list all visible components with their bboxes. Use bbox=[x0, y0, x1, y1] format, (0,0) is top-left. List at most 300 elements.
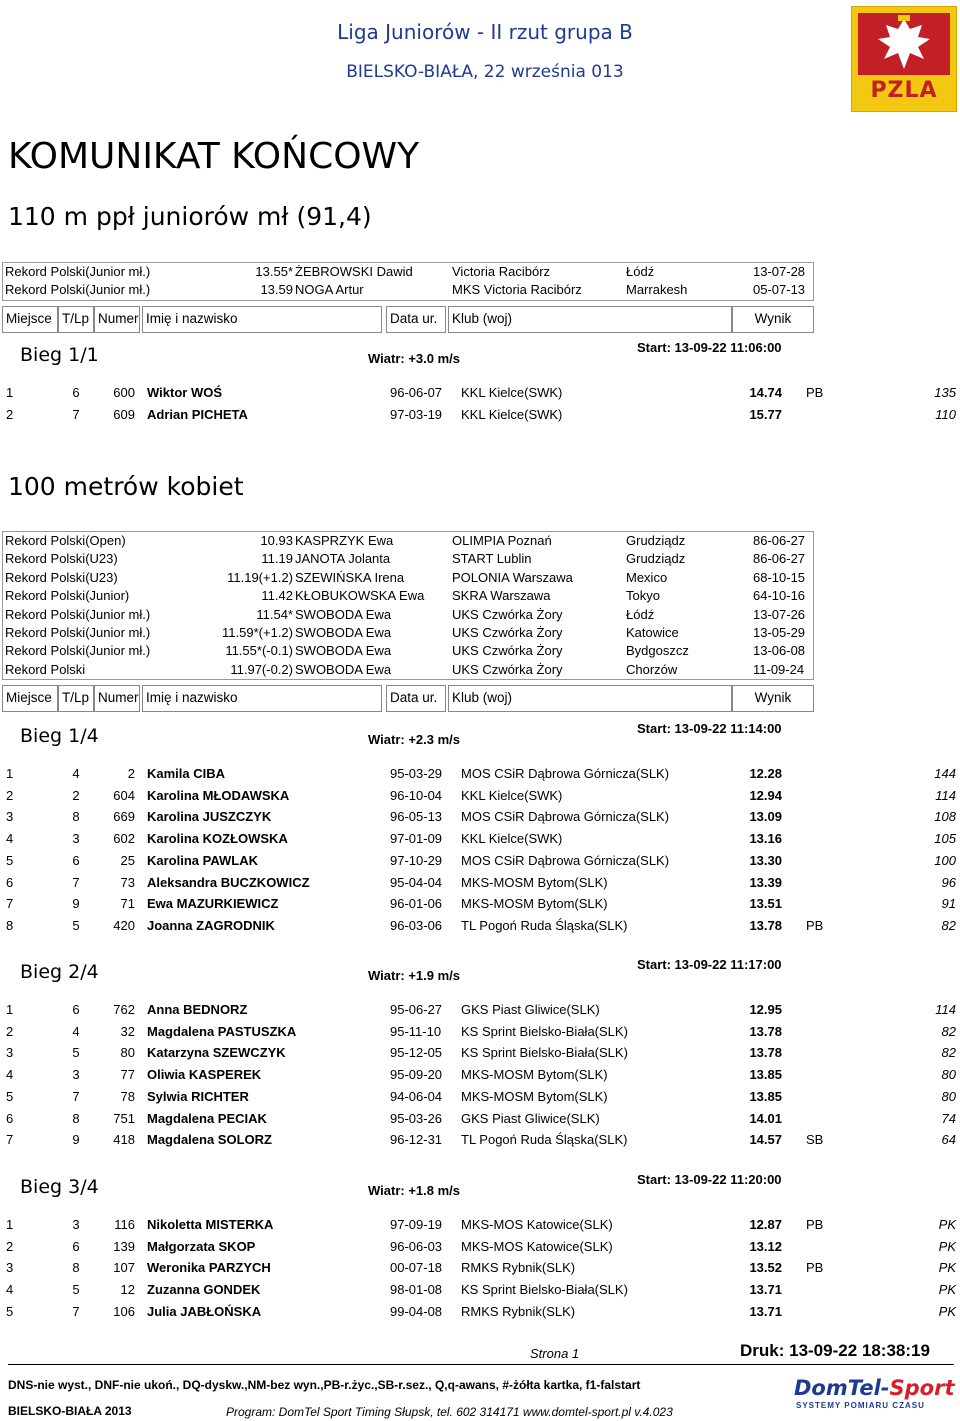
birth-date: 96-12-31 bbox=[390, 1132, 443, 1148]
record-club: POLONIA Warszawa bbox=[452, 569, 573, 585]
footer-divider bbox=[8, 1364, 954, 1365]
column-header-lane: T/Lp bbox=[58, 685, 94, 712]
record-club: SKRA Warszawa bbox=[452, 588, 551, 604]
bib-number: 139 bbox=[113, 1238, 135, 1254]
athlete-name: Karolina PAWLAK bbox=[147, 852, 258, 868]
bib-number: 78 bbox=[120, 1088, 135, 1104]
athlete-name: Karolina KOZŁOWSKA bbox=[147, 831, 288, 847]
birth-date: 95-03-29 bbox=[390, 766, 443, 781]
athlete-name: Magdalena SOLORZ bbox=[147, 1132, 272, 1148]
record-label: Rekord Polski(U23) bbox=[5, 569, 118, 585]
bib-number: 12 bbox=[120, 1282, 135, 1298]
record-date: 13-05-29 bbox=[753, 624, 806, 640]
place: 3 bbox=[6, 809, 14, 825]
place: 2 bbox=[6, 406, 14, 422]
bib-number: 32 bbox=[120, 1023, 135, 1039]
place: 6 bbox=[6, 874, 14, 890]
place: 7 bbox=[6, 1132, 14, 1148]
bib-number: 609 bbox=[113, 406, 135, 422]
bib-number: 751 bbox=[113, 1110, 135, 1126]
result-row bbox=[0, 404, 960, 426]
bib-number: 71 bbox=[120, 896, 135, 912]
athlete-name: Joanna ZAGRODNIK bbox=[147, 917, 275, 933]
result: 14.01 bbox=[749, 1110, 782, 1126]
place: 3 bbox=[6, 1260, 14, 1276]
result: 13.09 bbox=[749, 809, 782, 825]
birth-date: 95-12-05 bbox=[390, 1045, 443, 1061]
birth-date: 96-03-06 bbox=[390, 917, 443, 933]
result-row bbox=[0, 785, 960, 807]
result-row bbox=[0, 828, 960, 850]
points: PK bbox=[938, 1303, 956, 1319]
result: 13.78 bbox=[749, 1023, 782, 1039]
athlete-name: Katarzyna SZEWCZYK bbox=[147, 1045, 286, 1061]
athlete-name: Anna BEDNORZ bbox=[147, 1002, 248, 1017]
points: 110 bbox=[935, 406, 956, 422]
club: KKL Kielce(SWK) bbox=[461, 385, 563, 400]
place: 4 bbox=[6, 831, 14, 847]
lane: 7 bbox=[72, 1303, 80, 1319]
column-header-club: Klub (woj) bbox=[448, 685, 732, 712]
wind-reading: Wiatr: +1.8 m/s bbox=[368, 1183, 461, 1198]
place: 2 bbox=[6, 787, 14, 803]
place: 5 bbox=[6, 852, 14, 868]
column-header-place: Miejsce bbox=[2, 306, 58, 333]
record-holder: SZEWIŃSKA Irena bbox=[295, 569, 405, 585]
athlete-name: Kamila CIBA bbox=[147, 766, 226, 781]
record-label: Rekord Polski(Junior mł.) bbox=[5, 606, 151, 622]
wind-reading: Wiatr: +3.0 m/s bbox=[368, 351, 461, 366]
place: 4 bbox=[6, 1282, 14, 1298]
record-row bbox=[3, 606, 813, 624]
place: 7 bbox=[6, 896, 14, 912]
club: GKS Piast Gliwice(SLK) bbox=[461, 1002, 600, 1017]
athlete-name: Karolina MŁODAWSKA bbox=[147, 787, 290, 803]
result-row bbox=[0, 850, 960, 872]
record-holder: SWOBODA Ewa bbox=[295, 606, 392, 622]
athlete-name: Nikoletta MISTERKA bbox=[147, 1217, 274, 1232]
result-row bbox=[0, 1129, 960, 1151]
lane: 8 bbox=[72, 1110, 80, 1126]
column-header-name: Imię i nazwisko bbox=[142, 306, 382, 333]
result-row bbox=[0, 763, 960, 785]
lane: 7 bbox=[72, 1088, 80, 1104]
club: GKS Piast Gliwice(SLK) bbox=[461, 1110, 600, 1126]
place: 2 bbox=[6, 1023, 14, 1039]
record-date: 86-06-27 bbox=[753, 533, 806, 548]
record-holder: NOGA Artur bbox=[295, 282, 364, 298]
result-row bbox=[0, 1021, 960, 1043]
record-label: Rekord Polski(U23) bbox=[5, 551, 118, 567]
athlete-name: Oliwia KASPEREK bbox=[147, 1067, 262, 1083]
club: MKS-MOSM Bytom(SLK) bbox=[461, 1088, 608, 1104]
record-city: Bydgoszcz bbox=[626, 643, 689, 659]
record-date: 11-09-24 bbox=[753, 661, 805, 677]
column-header-lane: T/Lp bbox=[58, 306, 94, 333]
records-table bbox=[2, 262, 814, 301]
record-date: 64-10-16 bbox=[753, 588, 806, 604]
points: 105 bbox=[934, 831, 956, 847]
birth-date: 95-03-26 bbox=[390, 1110, 443, 1126]
points: 135 bbox=[934, 385, 956, 400]
club: KKL Kielce(SWK) bbox=[461, 831, 563, 847]
column-header-result: Wynik bbox=[732, 685, 814, 712]
result-row bbox=[0, 893, 960, 915]
column-header-dob: Data ur. bbox=[386, 685, 446, 712]
birth-date: 95-04-04 bbox=[390, 874, 443, 890]
lane: 6 bbox=[72, 852, 80, 868]
start-time: Start: 13-09-22 11:14:00 bbox=[637, 721, 782, 736]
record-club: UKS Czwórka Żory bbox=[452, 643, 563, 659]
record-value: 13.55* bbox=[255, 264, 293, 279]
club: KKL Kielce(SWK) bbox=[461, 406, 563, 422]
record-date: 86-06-27 bbox=[753, 551, 806, 567]
domtel-logo-text-a: DomTel- bbox=[794, 1376, 890, 1400]
record-value: 11.19 bbox=[261, 551, 293, 567]
result: 13.52 bbox=[749, 1260, 782, 1276]
points: 100 bbox=[934, 852, 956, 868]
points: 82 bbox=[941, 1023, 956, 1039]
result-row bbox=[0, 1064, 960, 1086]
points: 91 bbox=[941, 896, 956, 912]
results-header bbox=[2, 685, 814, 712]
points: 82 bbox=[941, 1045, 956, 1061]
record-row bbox=[3, 550, 813, 568]
points: 82 bbox=[941, 917, 956, 933]
domtel-logo bbox=[790, 1376, 955, 1410]
lane: 3 bbox=[72, 1217, 80, 1232]
result: 13.71 bbox=[749, 1303, 782, 1319]
record-holder: JANOTA Jolanta bbox=[295, 551, 391, 567]
bib-number: 77 bbox=[120, 1067, 135, 1083]
club: MOS CSiR Dąbrowa Górnicza(SLK) bbox=[461, 809, 670, 825]
result: 13.78 bbox=[749, 917, 782, 933]
record-city: Tokyo bbox=[626, 588, 660, 604]
record-holder: ŻEBROWSKI Dawid bbox=[295, 264, 413, 279]
record-city: Grudziądz bbox=[626, 551, 686, 567]
record-value: 11.54* bbox=[256, 606, 293, 622]
record-row bbox=[3, 624, 813, 642]
athlete-name: Julia JABŁOŃSKA bbox=[147, 1303, 262, 1319]
result-row bbox=[0, 1042, 960, 1064]
record-club: START Lublin bbox=[452, 551, 532, 567]
lane: 6 bbox=[72, 1238, 80, 1254]
lane: 3 bbox=[72, 831, 80, 847]
record-holder: SWOBODA Ewa bbox=[295, 643, 392, 659]
bib-number: 604 bbox=[113, 787, 135, 803]
wind-reading: Wiatr: +2.3 m/s bbox=[368, 732, 461, 747]
birth-date: 96-01-06 bbox=[390, 896, 443, 912]
result: 15.77 bbox=[749, 406, 782, 422]
event-title: 110 m ppł juniorów mł (91,4) bbox=[8, 202, 372, 231]
communique-title: KOMUNIKAT KOŃCOWY bbox=[8, 136, 420, 177]
athlete-name: Ewa MAZURKIEWICZ bbox=[147, 896, 279, 912]
birth-date: 96-05-13 bbox=[390, 809, 443, 825]
club: RMKS Rybnik(SLK) bbox=[461, 1260, 576, 1276]
lane: 7 bbox=[72, 874, 80, 890]
points: 114 bbox=[935, 1002, 956, 1017]
result: 13.85 bbox=[749, 1067, 782, 1083]
result-row bbox=[0, 806, 960, 828]
result-row bbox=[0, 1108, 960, 1130]
place: 3 bbox=[6, 1045, 14, 1061]
result-row bbox=[0, 872, 960, 894]
result-note: PB bbox=[806, 917, 824, 933]
lane: 5 bbox=[72, 917, 80, 933]
result-row bbox=[0, 1086, 960, 1108]
record-row bbox=[3, 642, 813, 660]
record-value: 10.93 bbox=[260, 533, 293, 548]
footer-program: Program: DomTel Sport Timing Słupsk, tel. 602 314171 www.domtel-sport.pl v.4.023 bbox=[226, 1405, 673, 1419]
club: MOS CSiR Dąbrowa Górnicza(SLK) bbox=[461, 766, 670, 781]
points: PK bbox=[938, 1238, 956, 1254]
record-row bbox=[3, 569, 813, 587]
start-time: Start: 13-09-22 11:20:00 bbox=[637, 1172, 782, 1187]
results-header bbox=[2, 306, 814, 333]
page-number: Strona 1 bbox=[530, 1346, 580, 1361]
record-value: 11.59*(+1.2) bbox=[222, 624, 293, 640]
result-row bbox=[0, 915, 960, 937]
athlete-name: Zuzanna GONDEK bbox=[147, 1282, 261, 1298]
birth-date: 97-09-19 bbox=[390, 1217, 443, 1232]
heat-title: Bieg 3/4 bbox=[20, 1176, 99, 1198]
place: 5 bbox=[6, 1303, 14, 1319]
bib-number: 420 bbox=[113, 917, 135, 933]
heat-title: Bieg 1/4 bbox=[20, 725, 99, 747]
club: MOS CSiR Dąbrowa Górnicza(SLK) bbox=[461, 852, 670, 868]
club: MKS-MOS Katowice(SLK) bbox=[461, 1238, 613, 1254]
record-label: Rekord Polski bbox=[5, 661, 86, 677]
record-label: Rekord Polski(Junior mł.) bbox=[5, 624, 151, 640]
result-row bbox=[0, 999, 960, 1021]
lane: 8 bbox=[72, 1260, 80, 1276]
record-club: MKS Victoria Racibórz bbox=[452, 282, 582, 298]
column-header-club: Klub (woj) bbox=[448, 306, 732, 333]
club: MKS-MOSM Bytom(SLK) bbox=[461, 896, 608, 912]
lane: 2 bbox=[72, 787, 80, 803]
result-row bbox=[0, 1257, 960, 1279]
points: 144 bbox=[934, 766, 956, 781]
eagle-emblem-icon bbox=[858, 13, 950, 75]
heat-title: Bieg 1/1 bbox=[20, 344, 99, 366]
record-club: UKS Czwórka Żory bbox=[452, 661, 563, 677]
lane: 3 bbox=[72, 1067, 80, 1083]
result-note: SB bbox=[806, 1132, 824, 1148]
result: 14.74 bbox=[749, 385, 782, 400]
birth-date: 00-07-18 bbox=[390, 1260, 443, 1276]
result: 13.39 bbox=[749, 874, 782, 890]
place: 1 bbox=[6, 1217, 14, 1232]
place: 6 bbox=[6, 1110, 14, 1126]
column-header-number: Numer bbox=[94, 306, 140, 333]
wind-reading: Wiatr: +1.9 m/s bbox=[368, 968, 461, 983]
record-row bbox=[3, 281, 813, 299]
result: 12.87 bbox=[749, 1217, 782, 1232]
lane: 8 bbox=[72, 809, 80, 825]
start-time: Start: 13-09-22 11:06:00 bbox=[637, 340, 782, 355]
place: 5 bbox=[6, 1088, 14, 1104]
athlete-name: Małgorzata SKOP bbox=[147, 1238, 256, 1254]
record-city: Łódź bbox=[626, 606, 655, 622]
club: KKL Kielce(SWK) bbox=[461, 787, 563, 803]
points: PK bbox=[938, 1217, 956, 1232]
result-row bbox=[0, 1301, 960, 1323]
birth-date: 97-01-09 bbox=[390, 831, 443, 847]
result: 12.94 bbox=[749, 787, 782, 803]
bib-number: 418 bbox=[113, 1132, 135, 1148]
result-note: PB bbox=[806, 1217, 824, 1232]
event-title: 100 metrów kobiet bbox=[8, 472, 244, 501]
club: KS Sprint Bielsko-Biała(SLK) bbox=[461, 1023, 628, 1039]
points: 80 bbox=[941, 1088, 956, 1104]
bib-number: 669 bbox=[113, 809, 135, 825]
record-holder: KASPRZYK Ewa bbox=[295, 533, 394, 548]
record-row bbox=[3, 661, 813, 679]
logo-text: PZLA bbox=[870, 78, 938, 103]
result: 13.12 bbox=[749, 1238, 782, 1254]
lane: 6 bbox=[72, 1002, 80, 1017]
start-time: Start: 13-09-22 11:17:00 bbox=[637, 957, 782, 972]
record-city: Katowice bbox=[626, 624, 679, 640]
athlete-name: Magdalena PASTUSZKA bbox=[147, 1023, 297, 1039]
lane: 9 bbox=[72, 1132, 80, 1148]
column-header-name: Imię i nazwisko bbox=[142, 685, 382, 712]
record-club: Victoria Racibórz bbox=[452, 264, 551, 279]
result-note: PB bbox=[806, 1260, 824, 1276]
result: 13.85 bbox=[749, 1088, 782, 1104]
place: 1 bbox=[6, 1002, 14, 1017]
lane: 5 bbox=[72, 1282, 80, 1298]
domtel-logo-subtitle: SYSTEMY POMIARU CZASU bbox=[796, 1401, 925, 1410]
athlete-name: Magdalena PECIAK bbox=[147, 1110, 267, 1126]
birth-date: 95-06-27 bbox=[390, 1002, 443, 1017]
lane: 5 bbox=[72, 1045, 80, 1061]
record-value: 11.97(-0.2) bbox=[230, 661, 293, 677]
footer-location: BIELSKO-BIAŁA 2013 bbox=[8, 1404, 132, 1418]
bib-number: 602 bbox=[113, 831, 135, 847]
domtel-logo-text-b: Sport bbox=[889, 1376, 955, 1400]
column-header-number: Numer bbox=[94, 685, 140, 712]
points: 80 bbox=[941, 1067, 956, 1083]
points: 74 bbox=[941, 1110, 956, 1126]
place: 8 bbox=[6, 917, 14, 933]
record-row bbox=[3, 587, 813, 605]
record-city: Marrakesh bbox=[626, 282, 688, 298]
result: 13.51 bbox=[749, 896, 782, 912]
result-row bbox=[0, 1214, 960, 1236]
record-label: Rekord Polski(Junior mł.) bbox=[5, 643, 151, 659]
record-holder: KŁOBUKOWSKA Ewa bbox=[295, 588, 425, 604]
record-value: 11.19(+1.2) bbox=[227, 569, 293, 585]
record-value: 11.55*(-0.1) bbox=[225, 643, 293, 659]
bib-number: 73 bbox=[120, 874, 135, 890]
records-table bbox=[2, 531, 814, 680]
record-date: 13-06-08 bbox=[753, 643, 806, 659]
club: MKS-MOS Katowice(SLK) bbox=[461, 1217, 613, 1232]
record-row bbox=[3, 532, 813, 550]
athlete-name: Sylwia RICHTER bbox=[147, 1088, 249, 1104]
record-holder: SWOBODA Ewa bbox=[295, 661, 392, 677]
club: TL Pogoń Ruda Śląska(SLK) bbox=[461, 1132, 628, 1148]
record-value: 11.42 bbox=[261, 588, 293, 604]
record-date: 68-10-15 bbox=[753, 569, 806, 585]
record-city: Mexico bbox=[626, 569, 668, 585]
points: PK bbox=[938, 1260, 956, 1276]
birth-date: 95-09-20 bbox=[390, 1067, 443, 1083]
birth-date: 94-06-04 bbox=[390, 1088, 443, 1104]
points: 114 bbox=[935, 787, 956, 803]
lane: 4 bbox=[72, 1023, 80, 1039]
club: TL Pogoń Ruda Śląska(SLK) bbox=[461, 917, 628, 933]
abbreviation-legend: DNS-nie wyst., DNF-nie ukoń., DQ-dyskw.,NM-bez wyn.,PB-r.życ.,SB-r.sez., Q,q-awans, #-żółta kartka, f1-falstart bbox=[8, 1378, 641, 1392]
club: RMKS Rybnik(SLK) bbox=[461, 1303, 576, 1319]
result: 12.28 bbox=[749, 766, 782, 781]
record-city: Chorzów bbox=[626, 661, 678, 677]
record-label: Rekord Polski(Junior mł.) bbox=[5, 282, 151, 298]
birth-date: 97-10-29 bbox=[390, 852, 443, 868]
record-club: UKS Czwórka Żory bbox=[452, 606, 563, 622]
club: KS Sprint Bielsko-Biała(SLK) bbox=[461, 1045, 628, 1061]
result: 13.78 bbox=[749, 1045, 782, 1061]
place: 2 bbox=[6, 1238, 14, 1254]
birth-date: 95-11-10 bbox=[390, 1023, 442, 1039]
place: 1 bbox=[6, 385, 14, 400]
record-row bbox=[3, 263, 813, 281]
result: 14.57 bbox=[749, 1132, 782, 1148]
column-header-place: Miejsce bbox=[2, 685, 58, 712]
club: MKS-MOSM Bytom(SLK) bbox=[461, 874, 608, 890]
pzla-logo bbox=[851, 6, 957, 112]
lane: 9 bbox=[72, 896, 80, 912]
record-label: Rekord Polski(Open) bbox=[5, 533, 126, 548]
points: 108 bbox=[934, 809, 956, 825]
lane: 4 bbox=[72, 766, 80, 781]
athlete-name: Weronika PARZYCH bbox=[147, 1260, 271, 1276]
record-label: Rekord Polski(Junior mł.) bbox=[5, 264, 151, 279]
birth-date: 98-01-08 bbox=[390, 1282, 443, 1298]
bib-number: 116 bbox=[114, 1217, 135, 1232]
record-club: UKS Czwórka Żory bbox=[452, 624, 563, 640]
points: 64 bbox=[941, 1132, 956, 1148]
record-city: Grudziądz bbox=[626, 533, 686, 548]
result: 13.16 bbox=[749, 831, 782, 847]
record-club: OLIMPIA Poznań bbox=[452, 533, 552, 548]
result: 13.71 bbox=[749, 1282, 782, 1298]
record-date: 05-07-13 bbox=[753, 282, 806, 298]
record-label: Rekord Polski(Junior) bbox=[5, 588, 130, 604]
birth-date: 96-10-04 bbox=[390, 787, 443, 803]
club: MKS-MOSM Bytom(SLK) bbox=[461, 1067, 608, 1083]
birth-date: 97-03-19 bbox=[390, 406, 443, 422]
column-header-dob: Data ur. bbox=[386, 306, 446, 333]
bib-number: 25 bbox=[120, 852, 135, 868]
lane: 7 bbox=[72, 406, 80, 422]
result-row bbox=[0, 1236, 960, 1258]
competition-place-date: BIELSKO-BIAŁA, 22 września 013 bbox=[346, 62, 624, 82]
bib-number: 106 bbox=[113, 1303, 135, 1319]
bib-number: 107 bbox=[113, 1260, 135, 1276]
bib-number: 2 bbox=[127, 766, 135, 781]
club: KS Sprint Bielsko-Biała(SLK) bbox=[461, 1282, 628, 1298]
heat-title: Bieg 2/4 bbox=[20, 961, 99, 983]
place: 1 bbox=[6, 766, 14, 781]
record-city: Łódź bbox=[626, 264, 655, 279]
result-row bbox=[0, 1279, 960, 1301]
result: 13.30 bbox=[749, 852, 782, 868]
points: 96 bbox=[941, 874, 956, 890]
birth-date: 96-06-07 bbox=[390, 385, 443, 400]
birth-date: 99-04-08 bbox=[390, 1303, 443, 1319]
